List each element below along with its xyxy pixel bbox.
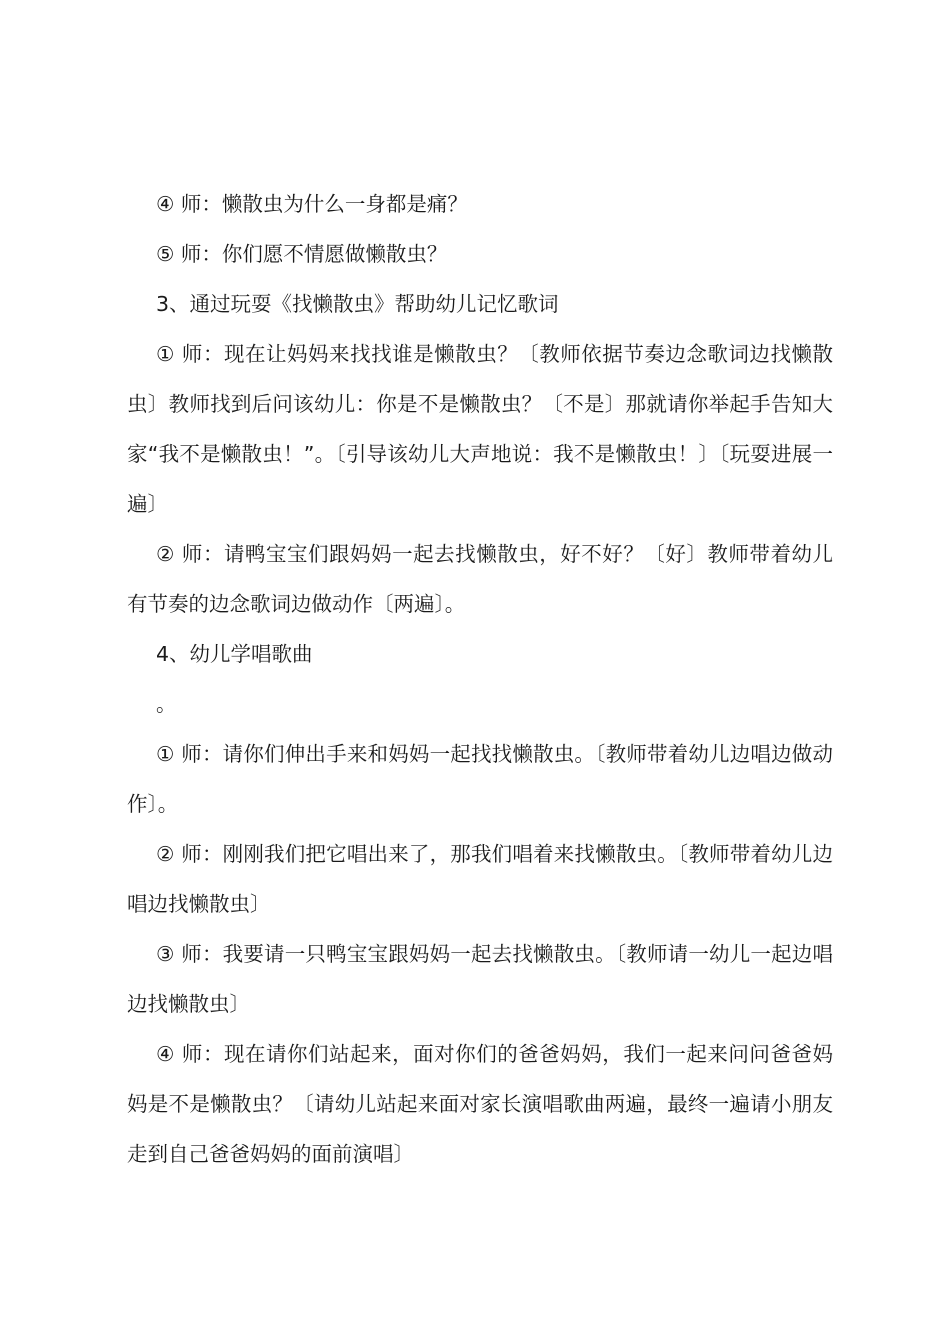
document-body bbox=[127, 179, 833, 1179]
paragraph-sing-1: ① 师：请你们伸出手来和妈妈一起找找懒散虫。〔教师带着幼儿边唱边做动作〕。 bbox=[127, 742, 833, 816]
paragraph-period: 。 bbox=[156, 692, 177, 716]
section-heading-3: 3、通过玩耍《找懒散虫》帮助幼儿记忆歌词 bbox=[156, 292, 559, 316]
paragraph-question-5: ⑤ 师：你们愿不情愿做懒散虫？ bbox=[156, 242, 448, 266]
paragraph-question-4: ④ 师：懒散虫为什么一身都是痛？ bbox=[156, 192, 468, 216]
paragraph-step-1: ① 师：现在让妈妈来找找谁是懒散虫？〔教师依据节奏边念歌词边找懒散虫〕教师找到后问该幼儿：你是不是懒散虫？〔不是〕那就请你举起手告知大家“我不是懒散虫！”。〔引导该幼儿大声地说：我不是懒散虫！〕〔玩耍进展一遍〕 bbox=[127, 342, 833, 516]
section-heading-4: 4、幼儿学唱歌曲 bbox=[156, 642, 313, 666]
paragraph-sing-4: ④ 师：现在请你们站起来，面对你们的爸爸妈妈，我们一起来问问爸爸妈妈是不是懒散虫？〔请幼儿站起来面对家长演唱歌曲两遍，最终一遍请小朋友走到自己爸爸妈妈的面前演唱〕 bbox=[127, 1042, 833, 1166]
paragraph-sing-2: ② 师：刚刚我们把它唱出来了，那我们唱着来找懒散虫。〔教师带着幼儿边唱边找懒散虫〕 bbox=[127, 842, 833, 916]
paragraph-sing-3: ③ 师：我要请一只鸭宝宝跟妈妈一起去找懒散虫。〔教师请一幼儿一起边唱边找懒散虫〕 bbox=[127, 942, 833, 1016]
paragraph-step-2: ② 师：请鸭宝宝们跟妈妈一起去找懒散虫，好不好？〔好〕教师带着幼儿有节奏的边念歌词边做动作〔两遍〕。 bbox=[127, 542, 833, 616]
